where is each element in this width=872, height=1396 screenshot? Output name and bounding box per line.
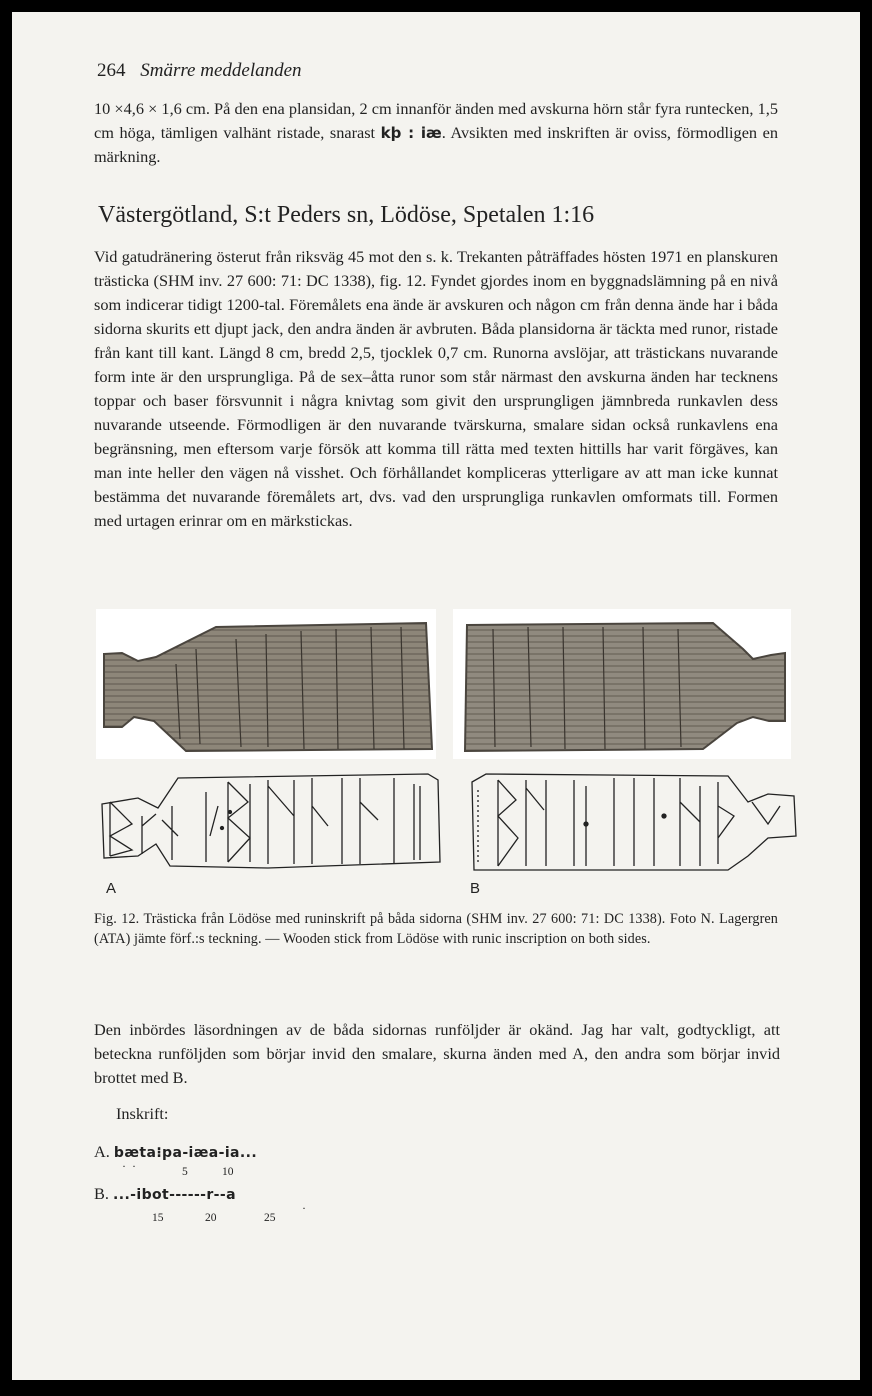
uncertain-mark-b: · bbox=[302, 1201, 306, 1215]
section-heading: Västergötland, S:t Peders sn, Lödöse, Spetalen 1:16 bbox=[98, 202, 595, 228]
line-b-number-15: 15 bbox=[152, 1212, 164, 1224]
inscription-heading: Inskrift: bbox=[116, 1104, 169, 1123]
intro-paragraph bbox=[94, 97, 778, 169]
figure-label-a: A bbox=[106, 880, 117, 897]
page-number: 264 bbox=[97, 60, 126, 81]
running-header bbox=[97, 60, 302, 82]
rune-drawing-b bbox=[468, 766, 798, 879]
body-paragraph: Vid gatudränering österut från riksväg 45 mot den s. k. Trekanten påträffades hösten 1971 en planskuren trästicka (SHM inv. 27 600: 71: DC 1338), fig. 12. Fyndet gjordes inom en byggnadslämning på en nivå som indicerar tidigt 1200-tal. Föremålets ena ände är avskuren och någon cm från denna ände har i båda sidorna skurits ett djupt jack, den andra änden är avbruten. Båda plansidorna är täckta med runor, ristade från kant till kant. Längd 8 cm, bredd 2,5, tjocklek 0,7 cm. Runorna avslöjar, att trästickans nuvarande form inte är den ursprungliga. På de sex–åtta runor som står närmast den avskurna änden har tecknens toppar och baser försvunnit i några knivtag som givit den ursprungligen jämnbreda runkavlen dess nuvarande utseende. Förmodligen är den nuvarande tvärskurna, smalare sidan också runkavlens ena begränsning, men eftersom varje försök att komma till rätta med texten hittills har varit förgäves, kan man inte heller den vägen nå visshet. Och förhållandet kompliceras ytterligare av att man icke kunnat bestämma det nuvarande föremålets art, dvs. vad den ursprungliga runkavlen omformats till. Formen med urtagen erinrar om en märkstickas. bbox=[94, 247, 778, 530]
figure-label-b: B bbox=[470, 880, 481, 897]
running-title: Smärre meddelanden bbox=[140, 60, 302, 81]
line-a-number-5: 5 bbox=[182, 1166, 188, 1178]
intro-text-after: . Avsikten med inskriften är oviss, förmodligen en märkning. bbox=[94, 123, 779, 166]
line-a-number-10: 10 bbox=[222, 1166, 234, 1178]
intro-text-before: 10 ×4,6 × 1,6 cm. På den ena plansidan, 2 cm innanför änden med avskurna hörn står fyra runtecken, 1,5 cm höga, tämligen valhänt ristade, snarast bbox=[94, 99, 778, 142]
line-a-label: A. bbox=[94, 1142, 110, 1161]
transliteration-line-a bbox=[94, 1142, 257, 1162]
reading-order-paragraph: Den inbördes läsordningen av de båda sidornas runföljder är okänd. Jag har valt, godtyckligt, att beteckna runföljden som börjar invid den smalare, skurna änden med A, den andra som börjar invid brottet med B. bbox=[94, 1020, 780, 1087]
uncertain-marks-a: · · bbox=[122, 1159, 136, 1173]
line-b-number-20: 20 bbox=[205, 1212, 217, 1224]
rune-transliteration: kþ : iæ bbox=[380, 124, 442, 142]
transliteration-line-b bbox=[94, 1184, 236, 1204]
stick-photo-b bbox=[453, 609, 791, 759]
line-a-runes: bæta⁝pa-iæa-ia... bbox=[113, 1145, 258, 1161]
line-b-runes: ...-ibot------r--a bbox=[113, 1187, 236, 1203]
page bbox=[12, 12, 860, 1380]
line-b-label: B. bbox=[94, 1184, 109, 1203]
stick-photo-a bbox=[96, 609, 436, 759]
line-b-number-25: 25 bbox=[264, 1212, 276, 1224]
figure-caption: Fig. 12. Trästicka från Lödöse med runinskrift på båda sidorna (SHM inv. 27 600: 71: DC 1338). Foto N. Lagergren (ATA) jämte förf.:s teckning. — Wooden stick from Lödöse with runic inscription on both sides. bbox=[94, 911, 778, 947]
rune-drawing-a bbox=[98, 766, 444, 879]
